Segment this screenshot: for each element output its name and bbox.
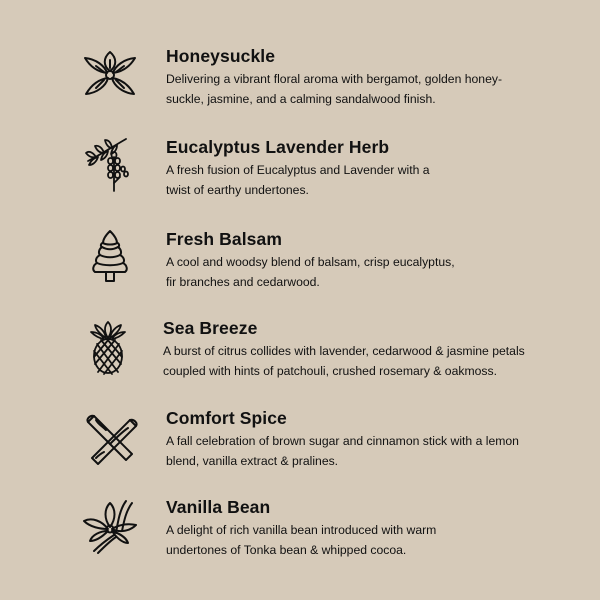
- scent-name: Comfort Spice: [166, 408, 287, 428]
- flower-icon: [82, 46, 138, 102]
- scent-description: A fresh fusion of Eucalyptus and Lavender with a twist of earthy undertones.: [166, 163, 430, 197]
- cinnamon-sticks-icon: [82, 410, 138, 466]
- scent-item-comfort-spice: [0, 408, 600, 498]
- scent-name: Sea Breeze: [163, 318, 258, 338]
- pineapple-icon: [80, 320, 136, 376]
- vanilla-flower-icon: [82, 499, 138, 555]
- scent-description: A burst of citrus collides with lavender, cedarwood & jasmine petals coupled with hints of patchouli, crushed rosemary & oakmoss.: [163, 344, 525, 378]
- scent-name: Fresh Balsam: [166, 229, 282, 249]
- scent-name: Honeysuckle: [166, 46, 276, 66]
- scent-item-fresh-balsam: [0, 229, 600, 319]
- scent-item-eucalyptus-lavender-herb: [0, 137, 600, 227]
- scent-description: A cool and woodsy blend of balsam, crisp eucalyptus, fir branches and cedarwood.: [166, 255, 455, 289]
- scent-item-vanilla-bean: [0, 497, 600, 587]
- scent-name: Eucalyptus Lavender Herb: [166, 137, 390, 157]
- scent-name: Vanilla Bean: [166, 497, 271, 517]
- scent-description: A delight of rich vanilla bean introduced with warm undertones of Tonka bean & whipped cocoa.: [166, 523, 437, 557]
- scent-description: Delivering a vibrant floral aroma with bergamot, golden honey- suckle, jasmine, and a calming sandalwood finish.: [166, 72, 503, 106]
- pine-tree-icon: [82, 229, 138, 285]
- scent-item-sea-breeze: [0, 318, 600, 408]
- scent-description: A fall celebration of brown sugar and cinnamon stick with a lemon blend, vanilla extract & pralines.: [166, 434, 519, 468]
- lavender-herb-icon: [82, 137, 138, 193]
- scent-item-honeysuckle: [0, 46, 600, 136]
